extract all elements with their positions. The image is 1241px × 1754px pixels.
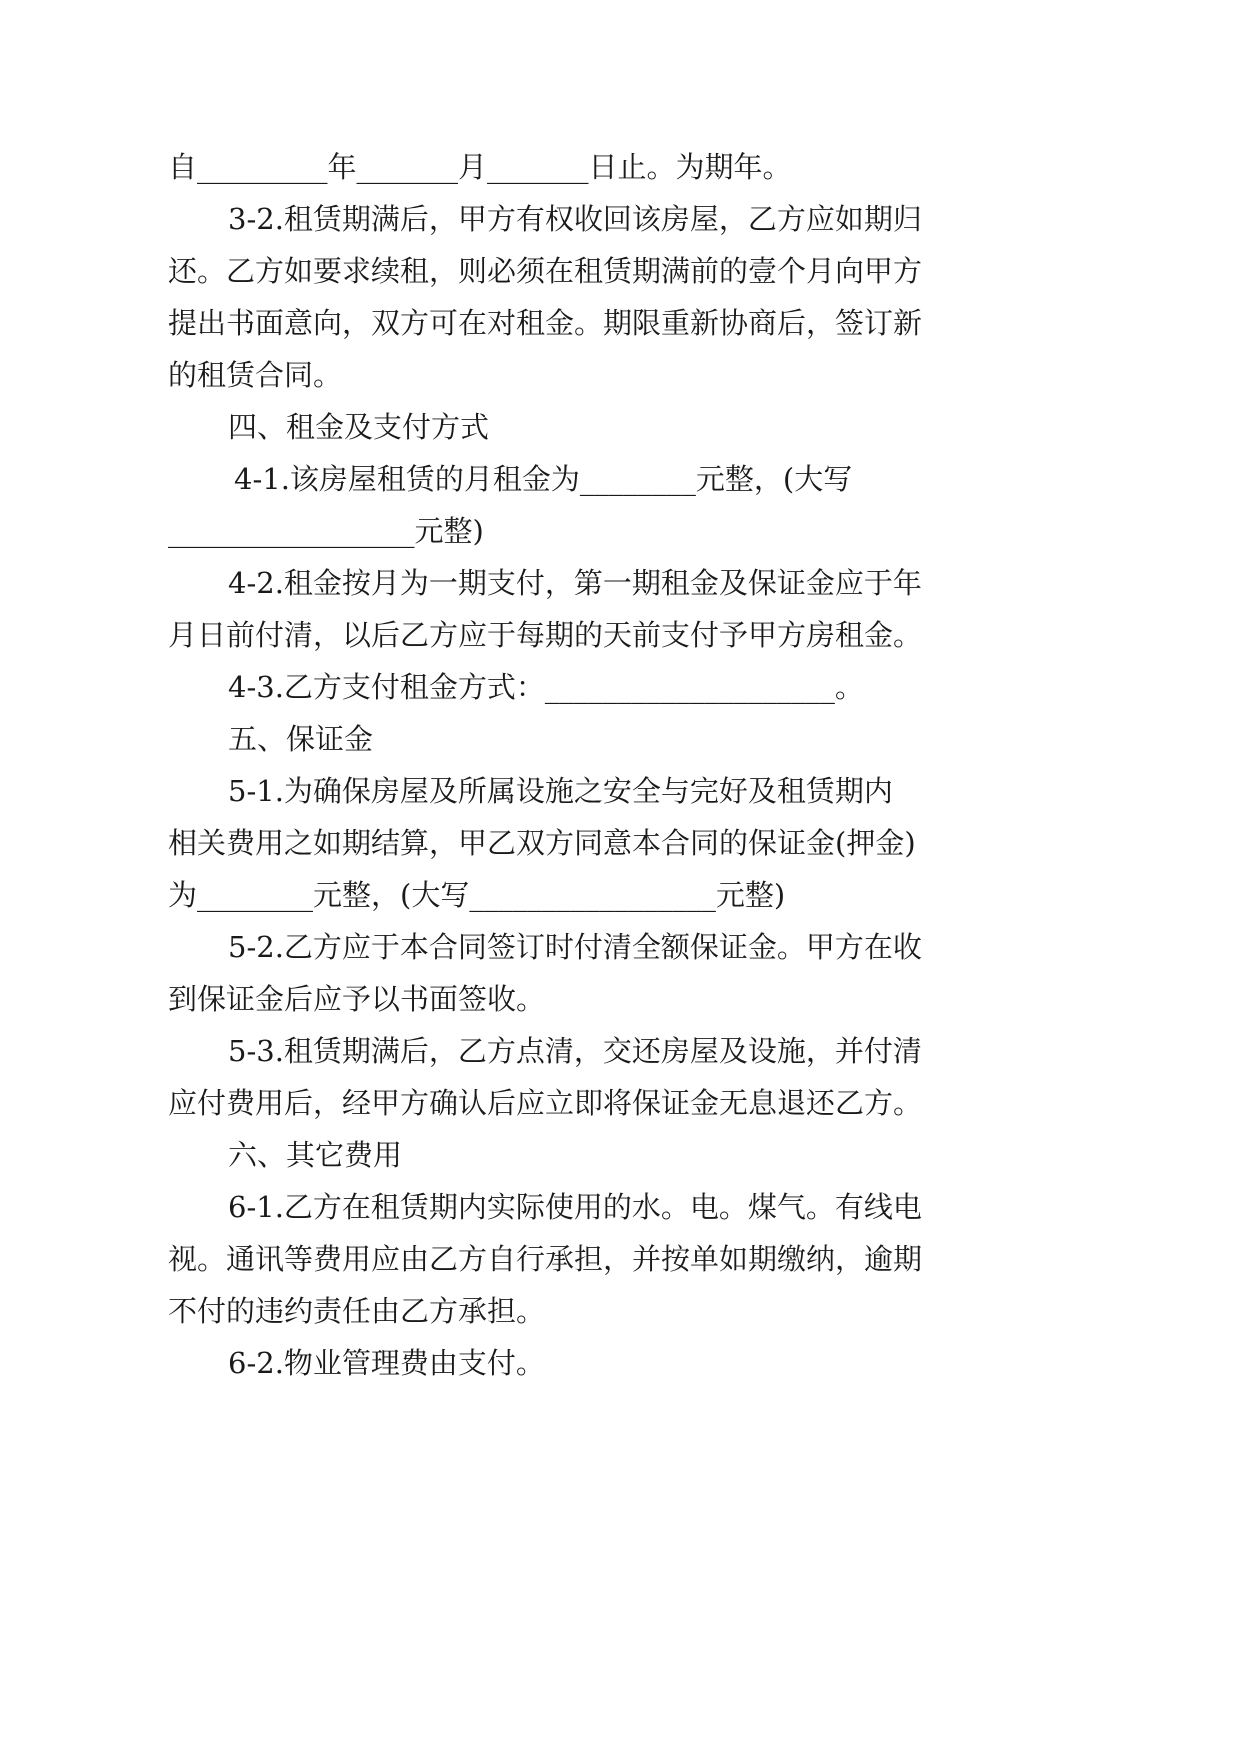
line-term-end-date: 自_________年_______月_______日止。为期年。 [168,150,792,184]
section-heading-deposit: 五、保证金 [228,722,374,756]
line-clause-4-1: 4-1.该房屋租赁的月租金为________元整，(大写 [234,462,853,496]
line-clause-3-2-cont-2: 提出书面意向，双方可在对租金。期限重新协商后，签订新 [168,306,923,340]
line-clause-6-2: 6-2.物业管理费由支付。 [228,1346,545,1380]
line-clause-5-2: 5-2.乙方应于本合同签订时付清全额保证金。甲方在收 [228,930,922,964]
line-clause-5-3-cont: 应付费用后，经甲方确认后应立即将保证金无息退还乙方。 [168,1086,923,1120]
line-clause-4-2-cont: 月日前付清，以后乙方应于每期的天前支付予甲方房租金。 [168,618,923,652]
line-clause-3-2-cont-1: 还。乙方如要求续租，则必须在租赁期满前的壹个月向甲方 [168,254,923,288]
line-clause-6-1-cont-2: 不付的违约责任由乙方承担。 [168,1294,546,1328]
line-clause-5-1-cont-1: 相关费用之如期结算，甲乙双方同意本合同的保证金(押金) [168,826,916,860]
line-clause-5-1-cont-2: 为________元整，(大写_________________元整) [168,878,786,912]
line-clause-4-3: 4-3.乙方支付租金方式：____________________。 [228,670,864,704]
line-clause-5-2-cont: 到保证金后应予以书面签收。 [168,982,546,1016]
line-clause-4-2: 4-2.租金按月为一期支付，第一期租金及保证金应于年 [228,566,922,600]
line-clause-6-1-cont-1: 视。通讯等费用应由乙方自行承担，并按单如期缴纳，逾期 [168,1242,923,1276]
line-clause-6-1: 6-1.乙方在租赁期内实际使用的水。电。煤气。有线电 [228,1190,922,1224]
line-clause-3-2: 3-2.租赁期满后，甲方有权收回该房屋，乙方应如期归 [228,202,922,236]
line-clause-3-2-cont-3: 的租赁合同。 [168,358,343,392]
line-clause-5-1: 5-1.为确保房屋及所属设施之安全与完好及租赁期内 [228,774,893,808]
line-clause-4-1-cont: _________________元整) [168,514,484,548]
section-heading-rent: 四、租金及支付方式 [228,410,490,444]
line-clause-5-3: 5-3.租赁期满后，乙方点清，交还房屋及设施，并付清 [228,1034,922,1068]
section-heading-other-fees: 六、其它费用 [228,1138,403,1172]
